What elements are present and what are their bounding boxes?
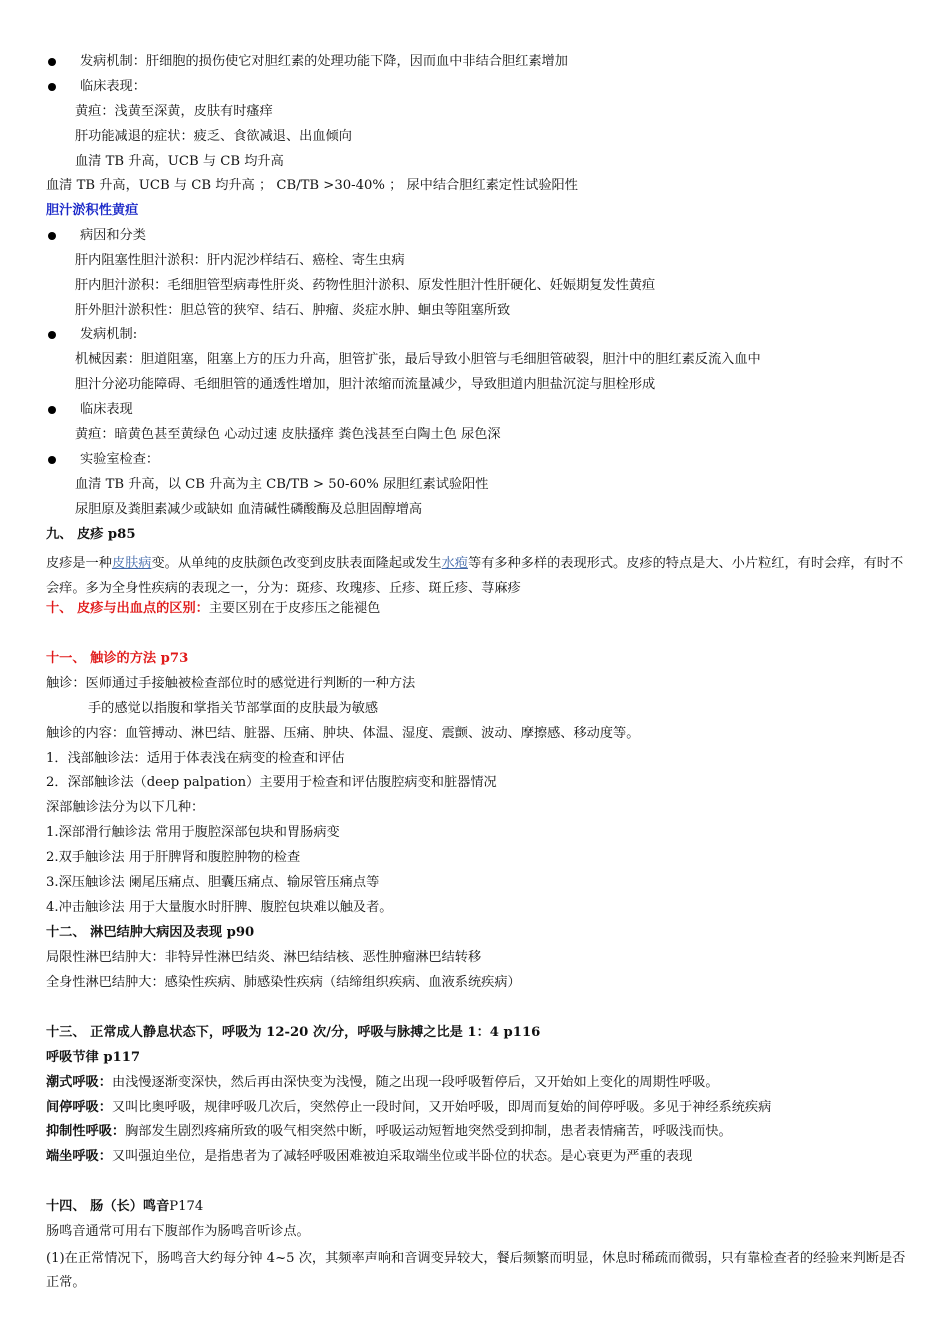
text-line: 黄疸：浅黄至深黄，皮肤有时瘙痒 bbox=[75, 104, 273, 119]
text-line: 1．浅部触诊法：适用于体表浅在病变的检查和评估 bbox=[46, 751, 345, 766]
text-line: 肠鸣音通常可用右下腹部作为肠鸣音听诊点。 bbox=[46, 1224, 310, 1239]
definition: 又叫比奥呼吸，规律呼吸几次后，突然停止一段时间，又开始呼吸，即周而复始的间停呼吸。多见于神经系统疾病 bbox=[111, 1100, 772, 1115]
term: 端坐呼吸： bbox=[46, 1149, 112, 1164]
text-line: 病因和分类 bbox=[80, 228, 146, 243]
section-heading: 十四、 肠（长）鸣音 bbox=[46, 1199, 170, 1214]
definition: 又叫强迫坐位，是指患者为了减轻呼吸困难被迫采取端坐位或半卧位的状态。是心衰更为严重的表现 bbox=[111, 1149, 693, 1164]
rash-text-2: 变。从单纯的皮肤颜色改变到皮肤表面隆起或发生 bbox=[151, 556, 442, 571]
section-heading: 十二、 淋巴结肿大病因及表现 p90 bbox=[46, 925, 255, 940]
text-line: 肝功能减退的症状：疲乏、食欲减退、出血倾向 bbox=[75, 129, 352, 144]
breathing-line bbox=[46, 1123, 732, 1141]
rash-paragraph bbox=[46, 551, 916, 601]
rash-text-3: 等有多种多样的表现形式。皮疹的特点是大、小片粒红，有时会痒，有时不会痒。多为全身性疾病的表现之一，分为：斑疹、玫瑰疹、丘疹、斑丘疹、荨麻疹 bbox=[46, 556, 904, 596]
text-line: 血清 TB 升高，UCB 与 CB 均升高 ； CB/TB >30-40% ； 尿中结合胆红素定性试验阳性 bbox=[46, 178, 578, 193]
text-line: 实验室检查： bbox=[80, 452, 160, 467]
text-line: 肝内胆汁淤积：毛细胆管型病毒性肝炎、药物性胆汁淤积、原发性胆汁性肝硬化、妊娠期复发性黄疸 bbox=[75, 278, 656, 293]
section-heading-line bbox=[46, 600, 380, 618]
text-line: 深部触诊法分为以下几种： bbox=[46, 800, 205, 815]
bullet-icon bbox=[48, 406, 56, 414]
text-line: 局限性淋巴结肿大：非特异性淋巴结炎、淋巴结结核、恶性肿瘤淋巴结转移 bbox=[46, 950, 482, 965]
text-line: 肝内阻塞性胆汁淤积：肝内泥沙样结石、癌栓、寄生虫病 bbox=[75, 253, 405, 268]
section-heading: 十三、 正常成人静息状态下，呼吸为 12-20 次/分，呼吸与脉搏之比是 1：4 p116 bbox=[46, 1025, 541, 1040]
section-heading: 十、 皮疹与出血点的区别： bbox=[46, 601, 209, 616]
heading-tail: 主要区别在于皮疹压之能褪色 bbox=[208, 601, 381, 616]
text-line: 肝外胆汁淤积性：胆总管的狭窄、结石、肿瘤、炎症水肿、蛔虫等阻塞所致 bbox=[75, 303, 511, 318]
bullet-icon bbox=[48, 456, 56, 464]
section-heading-line bbox=[46, 1198, 203, 1216]
text-line: 触诊：医师通过手接触被检查部位时的感觉进行判断的一种方法 bbox=[46, 676, 416, 691]
text-line: 发病机制：肝细胞的损伤使它对胆红素的处理功能下降，因而血中非结合胆红素增加 bbox=[80, 54, 568, 69]
bullet-icon bbox=[48, 331, 56, 339]
term: 抑制性呼吸： bbox=[46, 1124, 126, 1139]
text-line: 胆汁分泌功能障碍、毛细胆管的通透性增加，胆汁浓缩而流量减少，导致胆道内胆盐沉淀与胆栓形成 bbox=[75, 377, 656, 392]
definition: 由浅慢逐渐变深快，然后再由深快变为浅慢，随之出现一段呼吸暂停后，又开始如上变化的周期性呼吸。 bbox=[111, 1075, 719, 1090]
section-heading: 十一、 触诊的方法 p73 bbox=[46, 651, 189, 666]
section-heading: 九、 皮疹 p85 bbox=[46, 527, 136, 542]
text-paragraph: (1)在正常情况下，肠鸣音大约每分钟 4~5 次，其频率声响和音调变异较大，餐后频繁而明显，休息时稀疏而微弱，只有靠检查者的经验来判断是否正常。 bbox=[46, 1251, 906, 1290]
term: 潮式呼吸： bbox=[46, 1075, 112, 1090]
text-line: 临床表现 bbox=[80, 402, 133, 417]
breathing-line bbox=[46, 1099, 771, 1117]
text-line: 2．深部触诊法（deep palpation）主要用于检查和评估腹腔病变和脏器情况 bbox=[46, 775, 497, 790]
text-line: 4.冲击触诊法 用于大量腹水时肝脾、腹腔包块难以触及者。 bbox=[46, 900, 393, 915]
text-line: 黄疸：暗黄色甚至黄绿色 心动过速 皮肤搔痒 粪色浅甚至白陶土色 尿色深 bbox=[75, 427, 501, 442]
section-heading: 胆汁淤积性黄疸 bbox=[46, 203, 139, 218]
bullet-icon bbox=[48, 83, 56, 91]
bullet-icon bbox=[48, 232, 56, 240]
text-line: 血清 TB 升高，以 CB 升高为主 CB/TB > 50-60% 尿胆红素试验阳性 bbox=[75, 477, 489, 492]
term: 间停呼吸： bbox=[46, 1100, 112, 1115]
text-line: 2.双手触诊法 用于肝脾肾和腹腔肿物的检查 bbox=[46, 850, 301, 865]
text-line: 尿胆原及粪胆素减少或缺如 血清碱性磷酸酶及总胆固醇增高 bbox=[75, 502, 423, 517]
blister-link[interactable]: 水疱 bbox=[441, 556, 468, 571]
heading-tail: P174 bbox=[169, 1199, 204, 1214]
breathing-line bbox=[46, 1148, 692, 1166]
text-line: 1.深部滑行触诊法 常用于腹腔深部包块和胃肠病变 bbox=[46, 825, 340, 840]
text-line: 全身性淋巴结肿大：感染性疾病、肺感染性疾病（结缔组织疾病、血液系统疾病） bbox=[46, 975, 521, 990]
subsection-heading: 呼吸节律 p117 bbox=[46, 1050, 141, 1065]
text-line: 机械因素：胆道阻塞，阻塞上方的压力升高，胆管扩张，最后导致小胆管与毛细胆管破裂，胆汁中的胆红素反流入血中 bbox=[75, 352, 761, 367]
text-line: 触诊的内容：血管搏动、淋巴结、脏器、压痛、肿块、体温、湿度、震颤、波动、摩擦感、移动度等。 bbox=[46, 726, 640, 741]
text-line: 3.深压触诊法 阑尾压痛点、胆囊压痛点、输尿管压痛点等 bbox=[46, 875, 380, 890]
rash-text-1: 皮疹是一种 bbox=[46, 556, 112, 571]
breathing-line bbox=[46, 1074, 719, 1092]
skin-disease-link[interactable]: 皮肤病 bbox=[111, 556, 152, 571]
text-line: 临床表现： bbox=[80, 79, 146, 94]
definition: 胸部发生剧烈疼痛所致的吸气相突然中断，呼吸运动短暂地突然受到抑制，患者表情痛苦，呼吸浅而快。 bbox=[125, 1124, 732, 1139]
text-line: 发病机制: bbox=[80, 327, 138, 342]
text-line: 手的感觉以指腹和掌指关节部掌面的皮肤最为敏感 bbox=[88, 701, 379, 716]
text-line: 血清 TB 升高，UCB 与 CB 均升高 bbox=[75, 154, 284, 169]
bullet-icon bbox=[48, 58, 56, 66]
